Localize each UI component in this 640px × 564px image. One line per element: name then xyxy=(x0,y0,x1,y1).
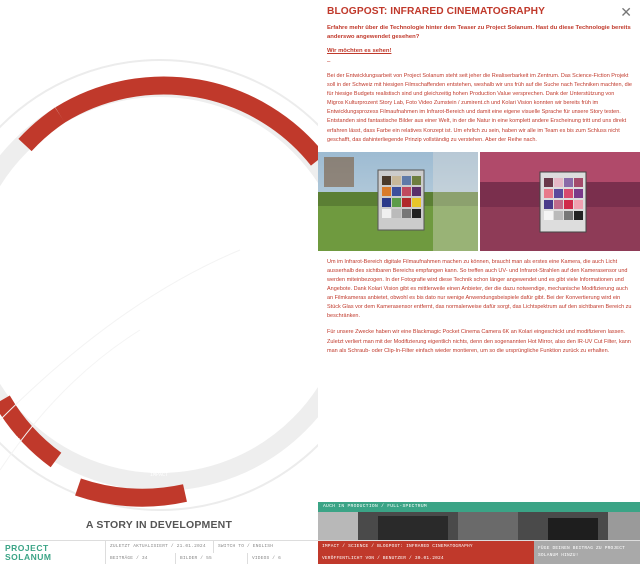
logo-line-1: PROJECT xyxy=(5,543,49,553)
topic-ring xyxy=(0,0,318,540)
separator-dash: – xyxy=(327,59,331,65)
posts-count: BEITRÄGE / 34 xyxy=(105,553,175,564)
story-title: A STORY IN DEVELOPMENT xyxy=(85,519,233,531)
comparison-images xyxy=(318,152,640,251)
post-tags[interactable]: IMPACT / SCIENCE / BLOGPOST: INFRARED CINEMATOGRAPHY xyxy=(322,544,473,549)
science-label: SCIENCE xyxy=(1,425,22,444)
close-icon[interactable]: ✕ xyxy=(620,4,632,20)
project-solanum-logo[interactable] xyxy=(5,544,105,564)
infrared-photo xyxy=(318,152,478,251)
overview-pane xyxy=(0,0,318,540)
post-lead: Erfahre mehr über die Technologie hinter dem Teaser zu Project Solanum. Hast du diese Technologie bereits anderswo angewendet gesehen? xyxy=(327,25,631,40)
blogpost-panel xyxy=(318,0,640,540)
images-count: BILDER / 55 xyxy=(175,553,247,564)
submit-link[interactable]: Wir möchten es sehen! xyxy=(327,48,392,54)
paragraph-3: Für unsere Zwecke haben wir eine Blackmagic Pocket Cinema Camera 6K an Kolari eingeschickt und modifizieren lassen. Zuletzt verliert man mit der Modifizierung eigentlich nichts, denn den sogenannten Hot Mirror, also den IR-UV Cut Filter, kann man als Schraub- oder Clip-In-Filter einfach wieder montieren, um so die ursprüngliche Funktion zurück zu erhalten. xyxy=(327,329,631,354)
videos-count: VIDEOS / 6 xyxy=(247,553,318,564)
related-post-image[interactable] xyxy=(318,512,640,540)
post-title: BLOGPOST: INFRARED CINEMATOGRAPHY xyxy=(327,6,545,17)
post-meta xyxy=(318,541,534,564)
fullspectrum-photo xyxy=(480,152,640,251)
paragraph-2: Um im Infrarot-Bereich digitale Filmaufnahmen machen zu können, braucht man als erstes eine Kamera, die auch Licht ausserhalb des sichtbaren Bereichs empfangen kann. So treffen auch UV- und Infrarot-Strahlen auf den Kamerasensor und werden miteinbezogen. In der Fotografie wird diese Technik schon länger angewendet und es gibt viele Informationen und Angebote. Dank Kolari Vision gibt es mittlerweile einen Anbieter, der die dazu notwendige, mechanische Modifizierung auch an Filmkameras anbietet, obwohl es bis dato nur wenige Anwendungsbeispiele dafür gibt. Bei der Konvertierung wird ein Stück Glas vor dem Kamerasensor entfernt, das normalerweise dafür sorgt, das Lichtspektrum auf den sichtbaren Bereich zu beschränken. xyxy=(327,258,632,320)
add-post-button[interactable]: FÜGE DEINEN BEITRAG ZU PROJECT SOLANUM HINZU! xyxy=(534,541,640,564)
inner-ring xyxy=(0,88,318,482)
arc-impact[interactable] xyxy=(78,487,185,498)
footer xyxy=(0,540,640,564)
logo-line-2: SOLANUM xyxy=(5,552,52,562)
related-post-banner[interactable]: AUCH IN PRODUCTION / FULL-SPECTRUM xyxy=(318,502,640,512)
language-switch[interactable]: SWITCH TO / ENGLISH xyxy=(213,541,318,553)
paragraph-1: Bei der Entwicklungsarbeit von Project Solanum steht seit jeher die Realiserbarkeit im Zentrum. Das Science-Fiction Projekt soll in der Schweiz mit hiesigen Filmschaffenden entstehen, weshalb wir uns früh auf die Suche nach Techniken machten, die für hiesige Budgets realistisch sind und gleichzeitig hohen Production Value versprechen. Dank der Unterstützung von Migros Kulturprozent Story Lab, Foto Video Zumstein / zumirent.ch und Kolari Vision konnten wir bereits früh im Entwicklungsprozess Filmaufnahmen im Infrarot-Bereich und damit eine eigene visuelle Sprache für unsere Story testen. Entstanden sind fantastische Bilder aus einer Welt, in der die Natur in eine komplett andere Erscheinung tritt und uns direkt erfahren lässt, dass Farbe ein relatives Konzept ist. Um ehrlich zu sein, haben wir alle im Team es bis zum Schluss nicht geschafft, das dahinterliegende Prinzip vollständig zu verstehen. Aber der Reihe nach. xyxy=(327,73,632,143)
last-updated: ZULETZT AKTUALISIERT / 21.01.2024 xyxy=(105,541,213,553)
post-published: VERÖFFENTLICHT VON / BENUTZER / 30.01.2024 xyxy=(322,556,444,561)
impact-label: IMPACT xyxy=(150,472,169,478)
